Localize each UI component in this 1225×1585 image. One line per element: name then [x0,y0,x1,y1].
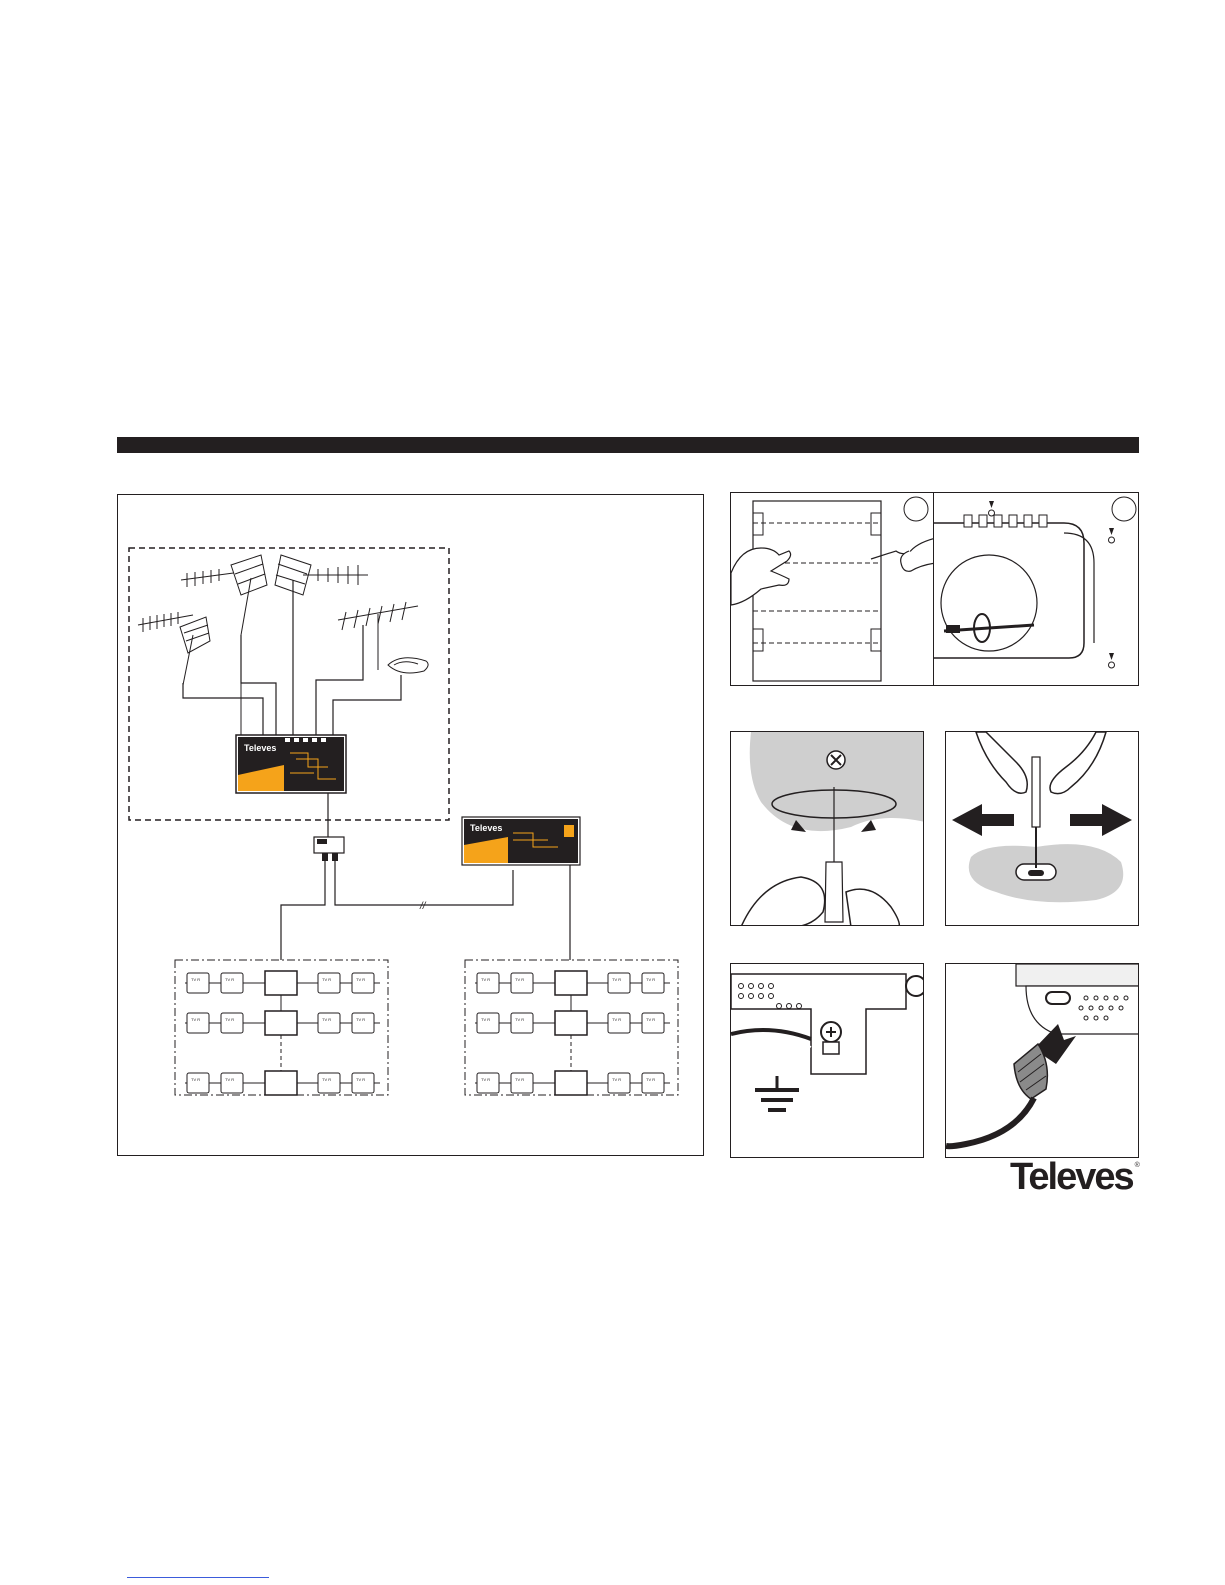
footer-link-underline[interactable] [127,1577,269,1578]
tv-outlet-icon [318,1073,340,1093]
tv-outlet-icon [511,1073,533,1093]
tv-outlet-label: TV R [225,1077,235,1082]
tv-outlet-icon [318,1013,340,1033]
tv-outlet-label: TV R [191,977,201,982]
tv-outlet-label: TV R [225,1017,235,1022]
tv-outlet-icon [477,1013,499,1033]
section-header-bar [117,437,1139,453]
tv-outlet-label: TV R [612,1017,622,1022]
tap-unit-icon [265,1011,297,1035]
tv-outlet-label: TV R [356,1077,366,1082]
tv-outlet-icon [187,973,209,993]
televes-logo: Televes ® [1010,1156,1140,1198]
installation-diagram [117,494,704,1156]
tv-outlet-label: TV R [646,977,656,982]
antenna-array-icon [138,555,428,735]
tv-outlet-label: TV R [515,1017,525,1022]
step-ground-terminal-panel [730,963,924,1158]
tap-unit-icon [265,1071,297,1095]
step-power-connector-panel [945,963,1139,1158]
tv-outlet-label: TV R [515,1077,525,1082]
tv-outlet-icon [642,1013,664,1033]
tap-unit-icon [555,1011,587,1035]
step-cover-screw-panel [730,731,924,926]
tv-outlet-label: TV R [612,977,622,982]
tv-outlet-icon [221,1073,243,1093]
tv-outlet-label: TV R [322,977,332,982]
tap-unit-icon [555,971,587,995]
tv-outlet-icon [187,1013,209,1033]
tv-outlet-icon [511,1013,533,1033]
tv-outlet-icon [608,973,630,993]
step-wall-template-panel [730,492,935,686]
tv-outlet-label: TV R [191,1017,201,1022]
tv-outlet-label: TV R [322,1017,332,1022]
tv-outlet-icon [511,973,533,993]
tv-outlet-label: TV R [356,1017,366,1022]
tv-outlet-label: TV R [356,977,366,982]
tv-outlet-label: TV R [612,1077,622,1082]
tv-outlet-label: TV R [481,977,491,982]
tv-outlet-icon [477,973,499,993]
tap-unit-icon [555,1071,587,1095]
tv-outlet-icon [608,1073,630,1093]
tv-outlet-icon [642,973,664,993]
svg-text://: // [420,901,426,912]
tv-outlet-label: TV R [481,1077,491,1082]
tap-unit-icon [265,971,297,995]
tv-outlet-label: TV R [191,1077,201,1082]
tv-outlet-label: TV R [225,977,235,982]
tv-outlet-icon [642,1073,664,1093]
step-release-clip-panel [945,731,1139,926]
tv-outlet-label: TV R [481,1017,491,1022]
tv-outlet-label: TV R [515,977,525,982]
tv-outlet-icon [318,973,340,993]
tv-outlet-label: TV R [322,1077,332,1082]
tv-outlet-icon [477,1073,499,1093]
tv-outlet-icon [221,973,243,993]
splitter-icon [314,837,344,861]
tv-outlet-label: TV R [646,1077,656,1082]
tv-outlet-icon [352,1013,374,1033]
tv-outlet-icon [352,973,374,993]
step-mount-screws-panel [933,492,1139,686]
tv-outlet-icon [608,1013,630,1033]
headend-brand: Televes [244,743,277,753]
tv-outlet-icon [221,1013,243,1033]
tv-outlet-label: TV R [646,1017,656,1022]
tv-outlet-icon [352,1073,374,1093]
amplifier-brand: Televes [470,823,503,833]
tv-outlet-icon [187,1073,209,1093]
